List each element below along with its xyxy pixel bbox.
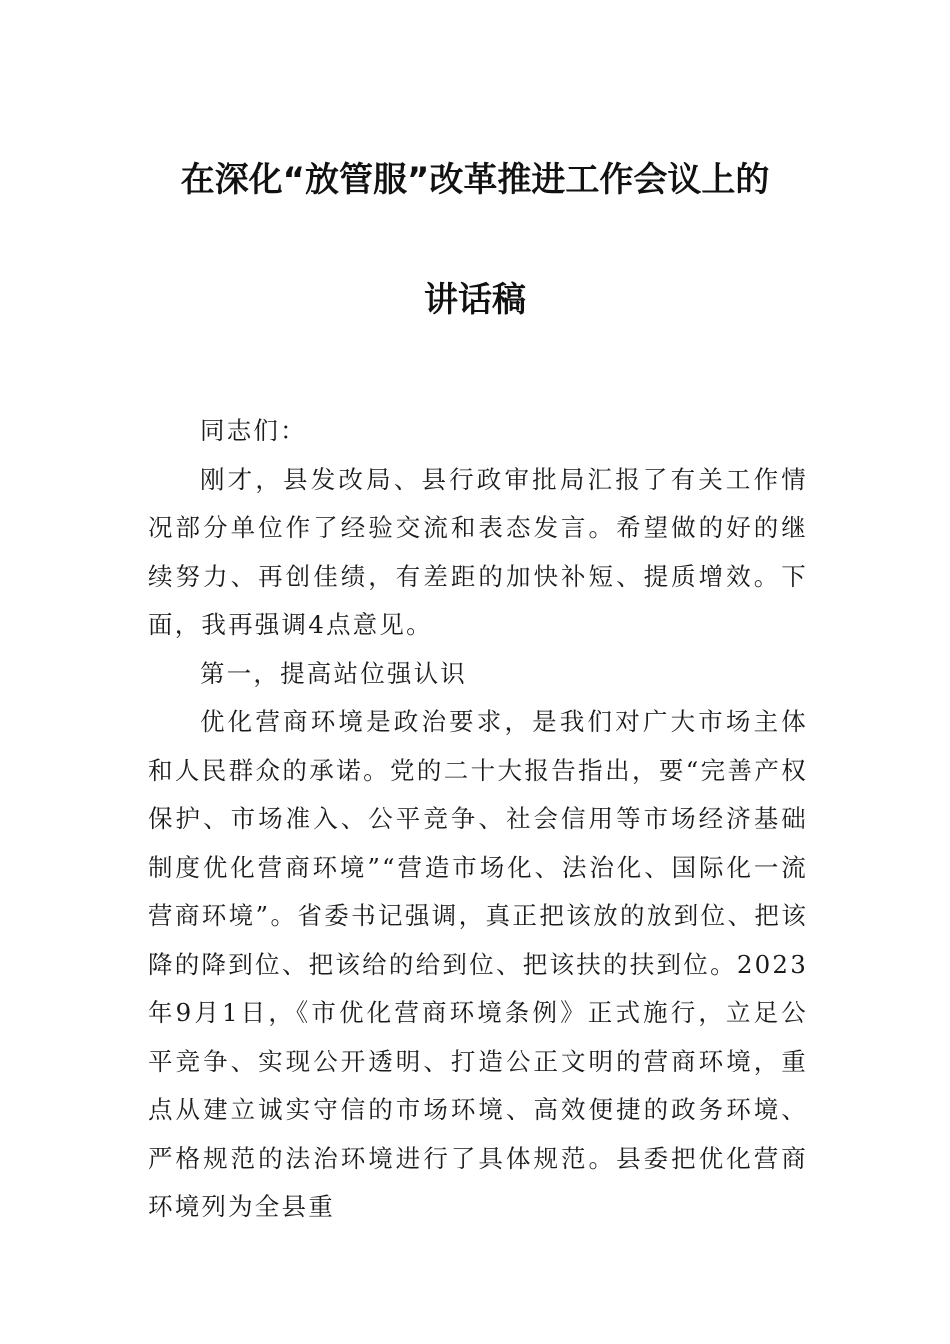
section-heading-1: 第一，提高站位强认识	[200, 658, 467, 688]
paragraph-section-1: 优化营商环境是政治要求，是我们对广大市场主体和人民群众的承诺。党的二十大报告指出，要“完善产权保护、市场准入、公平竞争、社会信用等市场经济基础制度优化营商环境”“营造市场化、法治化、国际化一流营商环境”。省委书记强调，真正把该放的放到位、把该降的降到位、把该给的给到位、把该扶的扶到位。2023年9月1日，《市优化营商环境条例》正式施行，立足公平竞争、实现公开透明、打造公正文明的营商环境，重点从建立诚实守信的市场环境、高效便捷的政务环境、严格规范的法治环境进行了具体规范。县委把优化营商环境列为全县重	[148, 707, 808, 1221]
paragraph-opening: 刚才，县发改局、县行政审批局汇报了有关工作情况部分单位作了经验交流和表态发言。希望做的好的继续努力、再创佳绩，有差距的加快补短、提质增效。下面，我再强调4点意见。	[148, 464, 808, 639]
document-title-line-2: 讲话稿	[424, 280, 526, 320]
document-body	[148, 407, 808, 1232]
document-title-line-1: 在深化“放管服”改革推进工作会议上的	[180, 160, 770, 200]
salutation: 同志们：	[200, 416, 307, 445]
